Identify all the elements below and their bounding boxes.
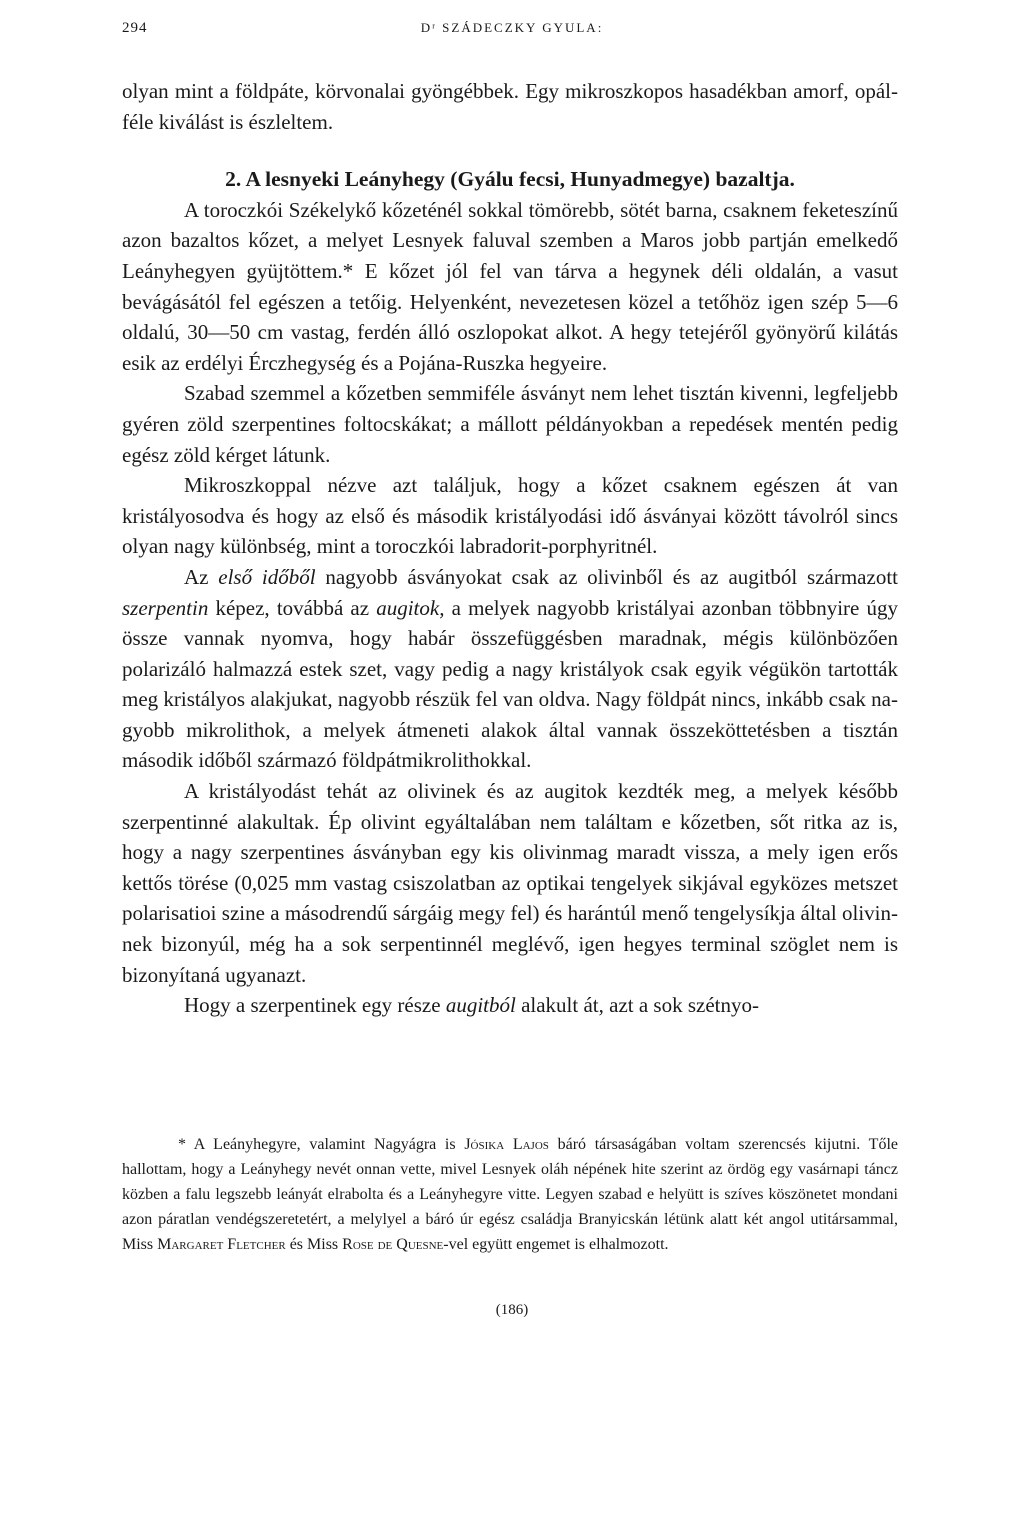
body-text [122, 76, 898, 1021]
footnote-segment: báró társaságában voltam szerencsés kijutni. Tőle hallottam, hogy a Leányhegy nevét onnan vette, mivel Lesnyek oláh népének hite szerint az ördög egy vasárnapi táncz közben a falu legszebb leányát elrabolta és a Leányhegyre vitte. Legyen szabad e helyütt is szíves köszönetet mondani azon páratlan vendégszeretetért, a melylyel a báró úr egész családja Branyicskán létünk alatt két angol utitársammal, Miss [122, 1136, 898, 1253]
paragraph-description [122, 195, 898, 379]
footnote-segment: -vel együtt engemet is elhalmozott. [443, 1236, 669, 1253]
paragraph-text: alakult át, azt a sok szétnyo- [515, 993, 759, 1018]
paragraph-text: a melyek nagyobb kristályai azonban többnyire úgy össze vannak nyomva, hogy habár összefüggésben maradnak, mégis különbözően polarizáló halmazzá estek szet, vagy pedig a nagy kristályok csak egyik végükön tartották meg kristályos alakjukat, nagyobb részük fel van oldva. Nagy földpát nincs, inkább csak nagyobb mikrolithok, a melyek átmeneti alakok által vannak összeköttetésben a tisztán második időből származó földpátmikrolithokkal. [122, 595, 898, 773]
footnote-marker: * [178, 1136, 186, 1153]
footnote-text [122, 1132, 898, 1257]
paragraph-first-period [122, 562, 898, 776]
section-heading: 2. A lesnyeki Leányhegy (Gyálu fecsi, Hunyadmegye) bazaltja. [225, 167, 795, 192]
paragraph-microscope: Mikroszkoppal nézve azt találjuk, hogy a kőzet csaknem egészen át van kristályosodva és hogy az első és második kristályodási idő ásványai között távolról sincs olyan nagy különbség, mint a toroczkói labradorit-porphyritnél. [122, 473, 898, 559]
signature-mark: (186) [495, 1302, 529, 1318]
paragraph-text: Az [184, 564, 219, 589]
person-name: Jósika Lajos [464, 1136, 549, 1153]
emphasis-text: szerpentin [122, 595, 209, 620]
running-head [122, 20, 902, 44]
paragraph-text: nagyobb ásványokat csak az olivinből és az augitból származott [315, 564, 898, 589]
emphasis-text: augitból [445, 993, 516, 1018]
paragraph-text: A toroczkói Székelykő kőzeténél sokkal tömörebb, sötét barna, csaknem feketeszínű azon bazaltos kőzet, a melyet Lesnyek faluval szemben a Maros jobb partján emelkedő Leányhegyen gyüjtöttem. [122, 197, 898, 283]
paragraph-naked-eye: Szabad szemmel a kőzetben semmiféle ásványt nem lehet tisztán kivenni, legfeljebb gyéren zöld szerpentines foltocskákat; a mállott példányokban a repedések mentén pedig egész zöld kérget látunk. [122, 381, 898, 467]
emphasis-text: első időből [218, 564, 316, 589]
footnote-segment: és Miss [285, 1236, 343, 1253]
page-number: 294 [122, 20, 148, 36]
paragraph-text: Hogy a szerpentinek egy része [184, 993, 446, 1018]
paragraph-crystallization: A kristályodást tehát az olivinek és az augitok kezdték meg, a melyek később szerpentinné alakultak. Ép olivint egyáltalában nem találtam e kőzetben, sőt ritka az is, hogy a nagy szerpentines ásványban egy kis olivinmag maradt vissza, a mely igen erős kettős törése (0,025 mm vastag csiszolatban az optikai tengelyek sikjával egyközes metszet polarisatioi szine a másodrendű sárgáig megy fel) és harántúl menő tengelysíkja által olivinnek bizonyúl, még ha a sok serpentinnél meglévő, igen hegyes terminal szöglet nem is bizonyítaná ugyanazt. [122, 779, 898, 987]
paragraph-serpentine [122, 990, 898, 1021]
footnote [122, 1132, 898, 1257]
footnote-segment: A Leányhegyre, valamint Nagyágra is [186, 1136, 465, 1153]
running-head-author: Dʳ SZÁDECZKY GYULA: [420, 20, 604, 35]
paragraph-text: E kőzet jól fel van tárva a hegynek déli oldalán, a vasut bevágásától fel egészen a tetőig. Helyenként, nevezetesen közel a tetőhöz igen szép 5—6 oldalú, 30—50 cm vastag, ferdén álló oszlopokat alkot. A hegy tetejéről gyönyörű kilátás esik az erdélyi Érczhegység és a Pojána-Ruszka hegyeire. [122, 258, 899, 375]
paragraph-text: képez, továbbá az [208, 595, 377, 620]
person-name: Rose de Quesne [342, 1236, 444, 1253]
person-name: Margaret Fletcher [157, 1236, 286, 1253]
footnote-reference[interactable]: * [342, 258, 354, 283]
paragraph-continuation: olyan mint a földpáte, körvonalai gyöngébbek. Egy mikroszkopos hasadékban amorf, opál-féle kiválást is észleltem. [122, 79, 898, 134]
emphasis-text: augitok, [376, 595, 445, 620]
